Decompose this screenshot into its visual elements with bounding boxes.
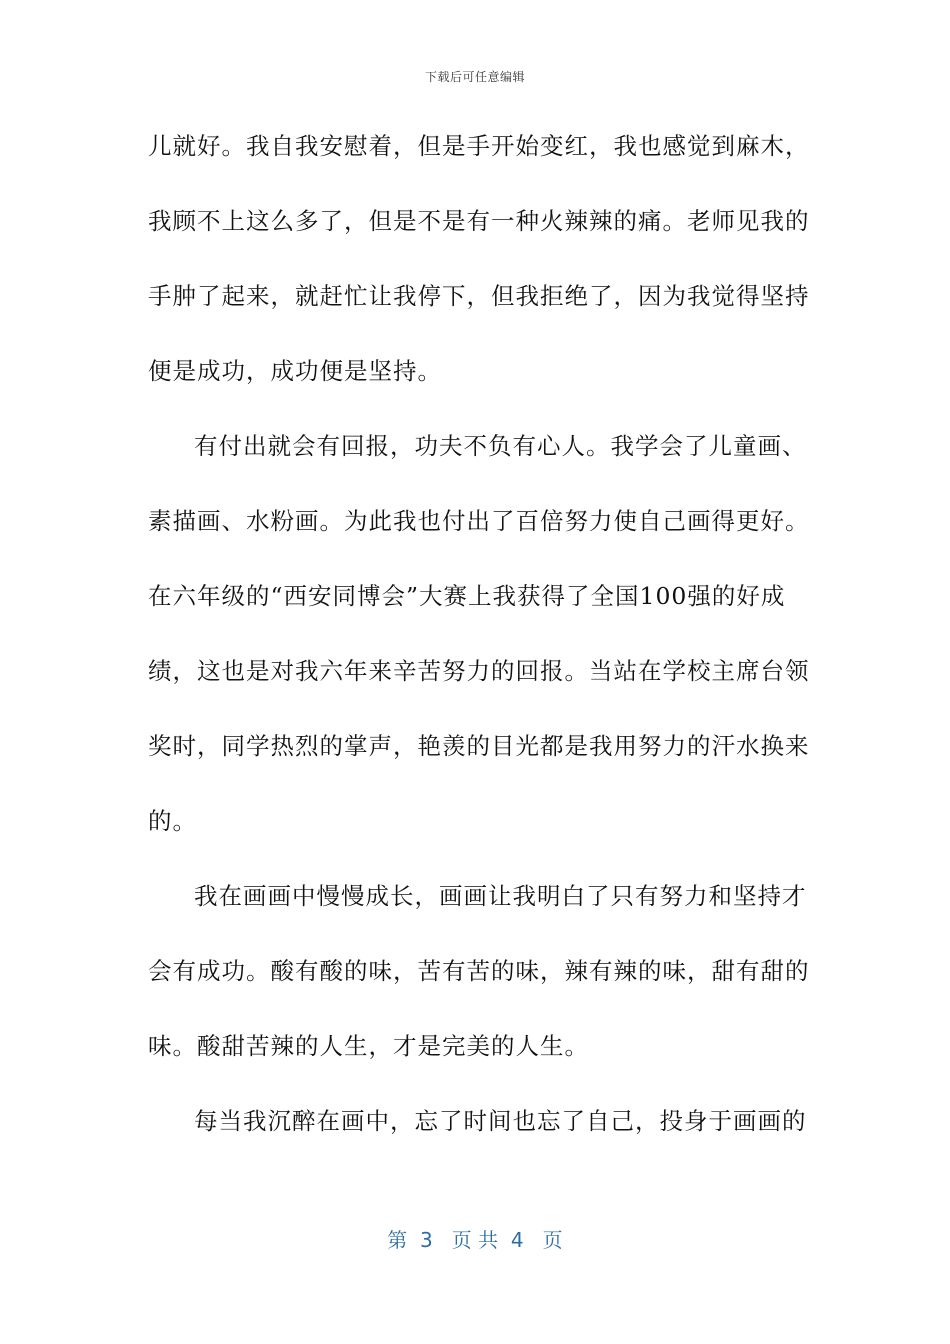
text-line: 手肿了起来，就赶忙让我停下，但我拒绝了，因为我觉得坚持 [148,282,810,310]
text-line: 儿就好。我自我安慰着，但是手开始变红，我也感觉到麻木， [148,132,810,160]
text-line: 绩，这也是对我六年来辛苦努力的回报。当站在学校主席台领 [148,657,810,685]
text-line: 会有成功。酸有酸的味，苦有苦的味，辣有辣的味，甜有甜的 [148,957,810,985]
text-line: 便是成功，成功便是坚持。 [148,357,442,385]
text-line: 味。酸甜苦辣的人生，才是完美的人生。 [148,1032,589,1060]
text-line: 素描画、水粉画。为此我也付出了百倍努力使自己画得更好。 [148,507,810,535]
paragraph-first-line: 我在画画中慢慢成长，画画让我明白了只有努力和坚持才 [194,882,807,910]
text-line: 的。 [148,807,197,835]
page-header: 下载后可任意编辑 [424,70,525,84]
document-body [148,120,810,1170]
text-line: 奖时，同学热烈的掌声，艳羡的目光都是我用努力的汗水换来 [148,732,810,760]
paragraph-first-line: 每当我沉醉在画中，忘了时间也忘了自己，投身于画画的 [194,1107,807,1135]
text-line: 我顾不上这么多了，但是不是有一种火辣辣的痛。老师见我的 [148,207,810,235]
page-number-footer: 第 3 页 共 4 页 [387,1228,563,1252]
text-line: 在六年级的“西安同博会”大赛上我获得了全国100强的好成 [148,582,786,610]
paragraph-first-line: 有付出就会有回报，功夫不负有心人。我学会了儿童画、 [194,432,807,460]
